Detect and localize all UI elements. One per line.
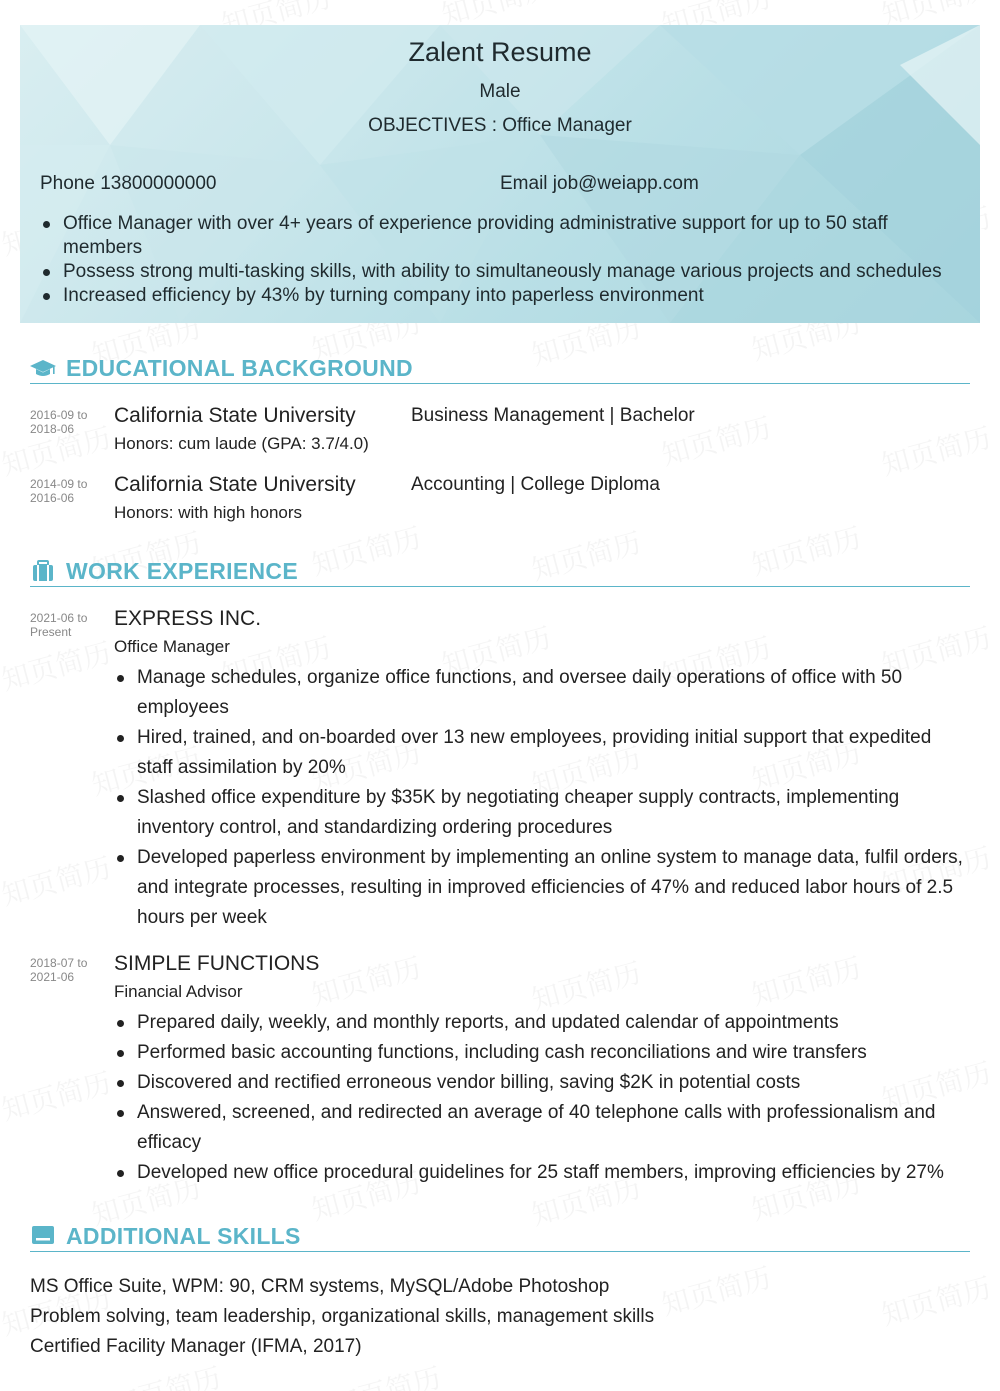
section-title: EDUCATIONAL BACKGROUND: [66, 355, 413, 381]
date-range: 2016-09 to 2018-06: [30, 408, 88, 436]
section-skills: [30, 1223, 970, 1252]
duties-list: [114, 663, 964, 933]
section-work: [30, 558, 970, 587]
watermark: [747, 946, 866, 1014]
school-name: California State University: [114, 404, 356, 427]
duty-item: Answered, screened, and redirected an average of 40 telephone calls with professionalism and efficacy: [114, 1098, 964, 1158]
section-education: [30, 355, 970, 384]
duty-item: Discovered and rectified erroneous vendor billing, saving $2K in potential costs: [114, 1068, 964, 1098]
card-icon: [30, 1225, 56, 1247]
skill-item: MS Office Suite, WPM: 90, CRM systems, MySQL/Adobe Photoshop: [30, 1276, 610, 1297]
duty-item: Slashed office expenditure by $35K by negotiating cheaper supply contracts, implementing inventory control, and standardizing ordering procedures: [114, 783, 964, 843]
section-title: WORK EXPERIENCE: [66, 558, 298, 584]
watermark: [307, 946, 426, 1014]
watermark: [0, 631, 115, 699]
honors: Honors: with high honors: [114, 503, 303, 522]
date-range: 2021-06 to Present: [30, 611, 88, 639]
date-range: 2018-07 to 2021-06: [30, 956, 88, 984]
watermark: [0, 846, 115, 914]
gender: Male: [479, 81, 521, 102]
watermark: [877, 416, 996, 484]
summary-item: Increased efficiency by 43% by turning company into paperless environment: [40, 284, 950, 308]
job-title: Office Manager: [114, 637, 230, 656]
summary-item: Possess strong multi-tasking skills, with ability to simultaneously manage various projects and schedules: [40, 260, 950, 284]
skill-item: Problem solving, team leadership, organizational skills, management skills: [30, 1306, 655, 1327]
skills-list: [30, 1272, 970, 1362]
duty-item: Prepared daily, weekly, and monthly reports, and updated calendar of appointments: [114, 1008, 964, 1038]
graduation-cap-icon: [30, 357, 56, 379]
degree: Accounting | College Diploma: [411, 474, 660, 495]
phone: Phone 13800000000: [40, 173, 217, 194]
company-name: EXPRESS INC.: [114, 607, 262, 630]
duty-item: Developed paperless environment by implementing an online system to manage data, fulfil orders, and integrate processes, resulting in improved efficiencies of 47% and reduced labor hours of 2.5 hours per week: [114, 843, 964, 933]
header-banner: [20, 25, 980, 323]
duties-list: [114, 1008, 964, 1188]
watermark: [0, 1061, 115, 1129]
school-name: California State University: [114, 473, 356, 496]
honors: Honors: cum laude (GPA: 3.7/4.0): [114, 434, 369, 453]
duty-item: Performed basic accounting functions, including cash reconciliations and wire transfers: [114, 1038, 964, 1068]
company-name: SIMPLE FUNCTIONS: [114, 952, 320, 975]
briefcase-icon: [30, 560, 56, 582]
job-title: Financial Advisor: [114, 982, 243, 1001]
objective: OBJECTIVES : Office Manager: [368, 115, 632, 136]
duty-item: Manage schedules, organize office functions, and oversee daily operations of office with 50 employees: [114, 663, 964, 723]
summary-list: [40, 212, 950, 308]
duty-item: Developed new office procedural guidelines for 25 staff members, improving efficiencies by 27%: [114, 1158, 964, 1188]
section-title: ADDITIONAL SKILLS: [66, 1223, 301, 1249]
skill-item: Certified Facility Manager (IFMA, 2017): [30, 1336, 362, 1357]
email: Email job@weiapp.com: [500, 173, 699, 194]
summary-item: Office Manager with over 4+ years of experience providing administrative support for up to 50 staff members: [40, 212, 950, 260]
duty-item: Hired, trained, and on-boarded over 13 new employees, providing initial support that expedited staff assimilation by 20%: [114, 723, 964, 783]
degree: Business Management | Bachelor: [411, 405, 695, 426]
date-range: 2014-09 to 2016-06: [30, 477, 88, 505]
resume-name: Zalent Resume: [408, 37, 592, 67]
